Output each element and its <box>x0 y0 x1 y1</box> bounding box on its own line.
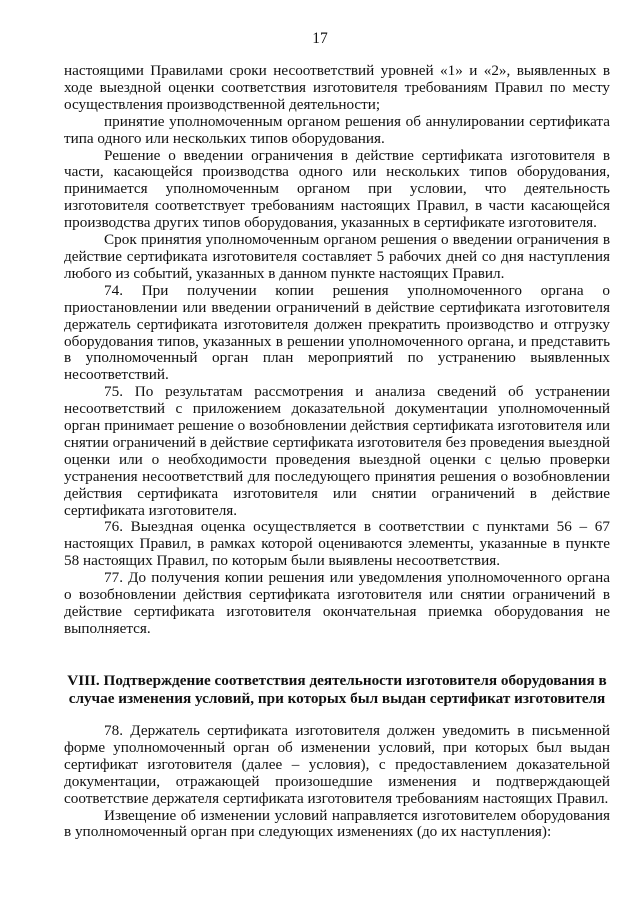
paragraph-restriction-term: Срок принятия уполномоченным органом решения о введении ограничения в действие сертификата изготовителя составляет 5 рабочих дней со дня наступления любого из событий, указанных в данном пункте настоящих Правил. <box>64 231 610 282</box>
paragraph-continuation: настоящими Правилами сроки несоответствий уровней «1» и «2», выявленных в ходе выездной оценки соответствия изготовителя требованиям Правил по месту осуществления производственной деятельности; <box>64 62 610 113</box>
body-text-upper <box>64 63 610 638</box>
paragraph-restriction-decision: Решение о введении ограничения в действие сертификата изготовителя в части, касающейся производства одного или нескольких типов оборудования, принимается уполномоченным органом при условии, что деятельность изготовителя соответствует требованиям настоящих Правил, в части касающейся производства других типов оборудования, указанных в сертификате изготовителя. <box>64 146 610 232</box>
paragraph-annulment: принятие уполномоченным органом решения об аннулировании сертификата типа одного или нескольких типов оборудования. <box>64 112 610 147</box>
paragraph-77: 77. До получения копии решения или уведомления уполномоченного органа о возобновлении действия сертификата изготовителя или снятии ограничений в действие сертификата изготовителя окончательная приемка оборудования не выполняется. <box>64 569 610 637</box>
section-heading: VIII. Подтверждение соответствия деятельности изготовителя оборудования в случае изменения условий, при которых был выдан сертификат изготовителя <box>67 672 607 707</box>
body-text-lower <box>64 723 610 841</box>
paragraph-74: 74. При получении копии решения уполномоченного органа о приостановлении или введении ограничений в действие сертификата изготовителя держатель сертификата изготовителя должен прекратить производство и отгрузку оборудования типов, указанных в решении уполномоченного органа, и представить в уполномоченный орган план мероприятий по устранению выявленных несоответствий. <box>64 281 610 384</box>
paragraph-76: 76. Выездная оценка осуществляется в соответствии с пунктами 56 – 67 настоящих Правил, в рамках которой оцениваются элементы, указанные в пункте 58 настоящих Правил, по которым были выявлены несоответствия. <box>64 518 610 570</box>
paragraph-notice: Извещение об изменении условий направляется изготовителем оборудования в уполномоченный орган при следующих изменениях (до их наступления): <box>64 806 610 841</box>
paragraph-78: 78. Держатель сертификата изготовителя должен уведомить в письменной форме уполномоченный орган об изменении условий, при которых был выдан сертификат изготовителя (далее – условия), с предоставлением доказательной документации, отражающей произошедшие изменения и подтверждающей соответствие держателя сертификата изготовителя требованиям настоящих Правил. <box>64 722 610 807</box>
page-number: 17 <box>312 30 328 47</box>
paragraph-75: 75. По результатам рассмотрения и анализа сведений об устранении несоответствий с приложением доказательной документации уполномоченный орган принимает решение о возобновлении действия сертификата изготовителя или снятии ограничений в действие сертификата изготовителя без проведения выездной оценки или о необходимости проведения выездной оценки с целью проверки устранения несоответствий для последующего принятия решения о возобновлении действия сертификата изготовителя или снятии ограничений в действие сертификата изготовителя. <box>64 383 610 519</box>
